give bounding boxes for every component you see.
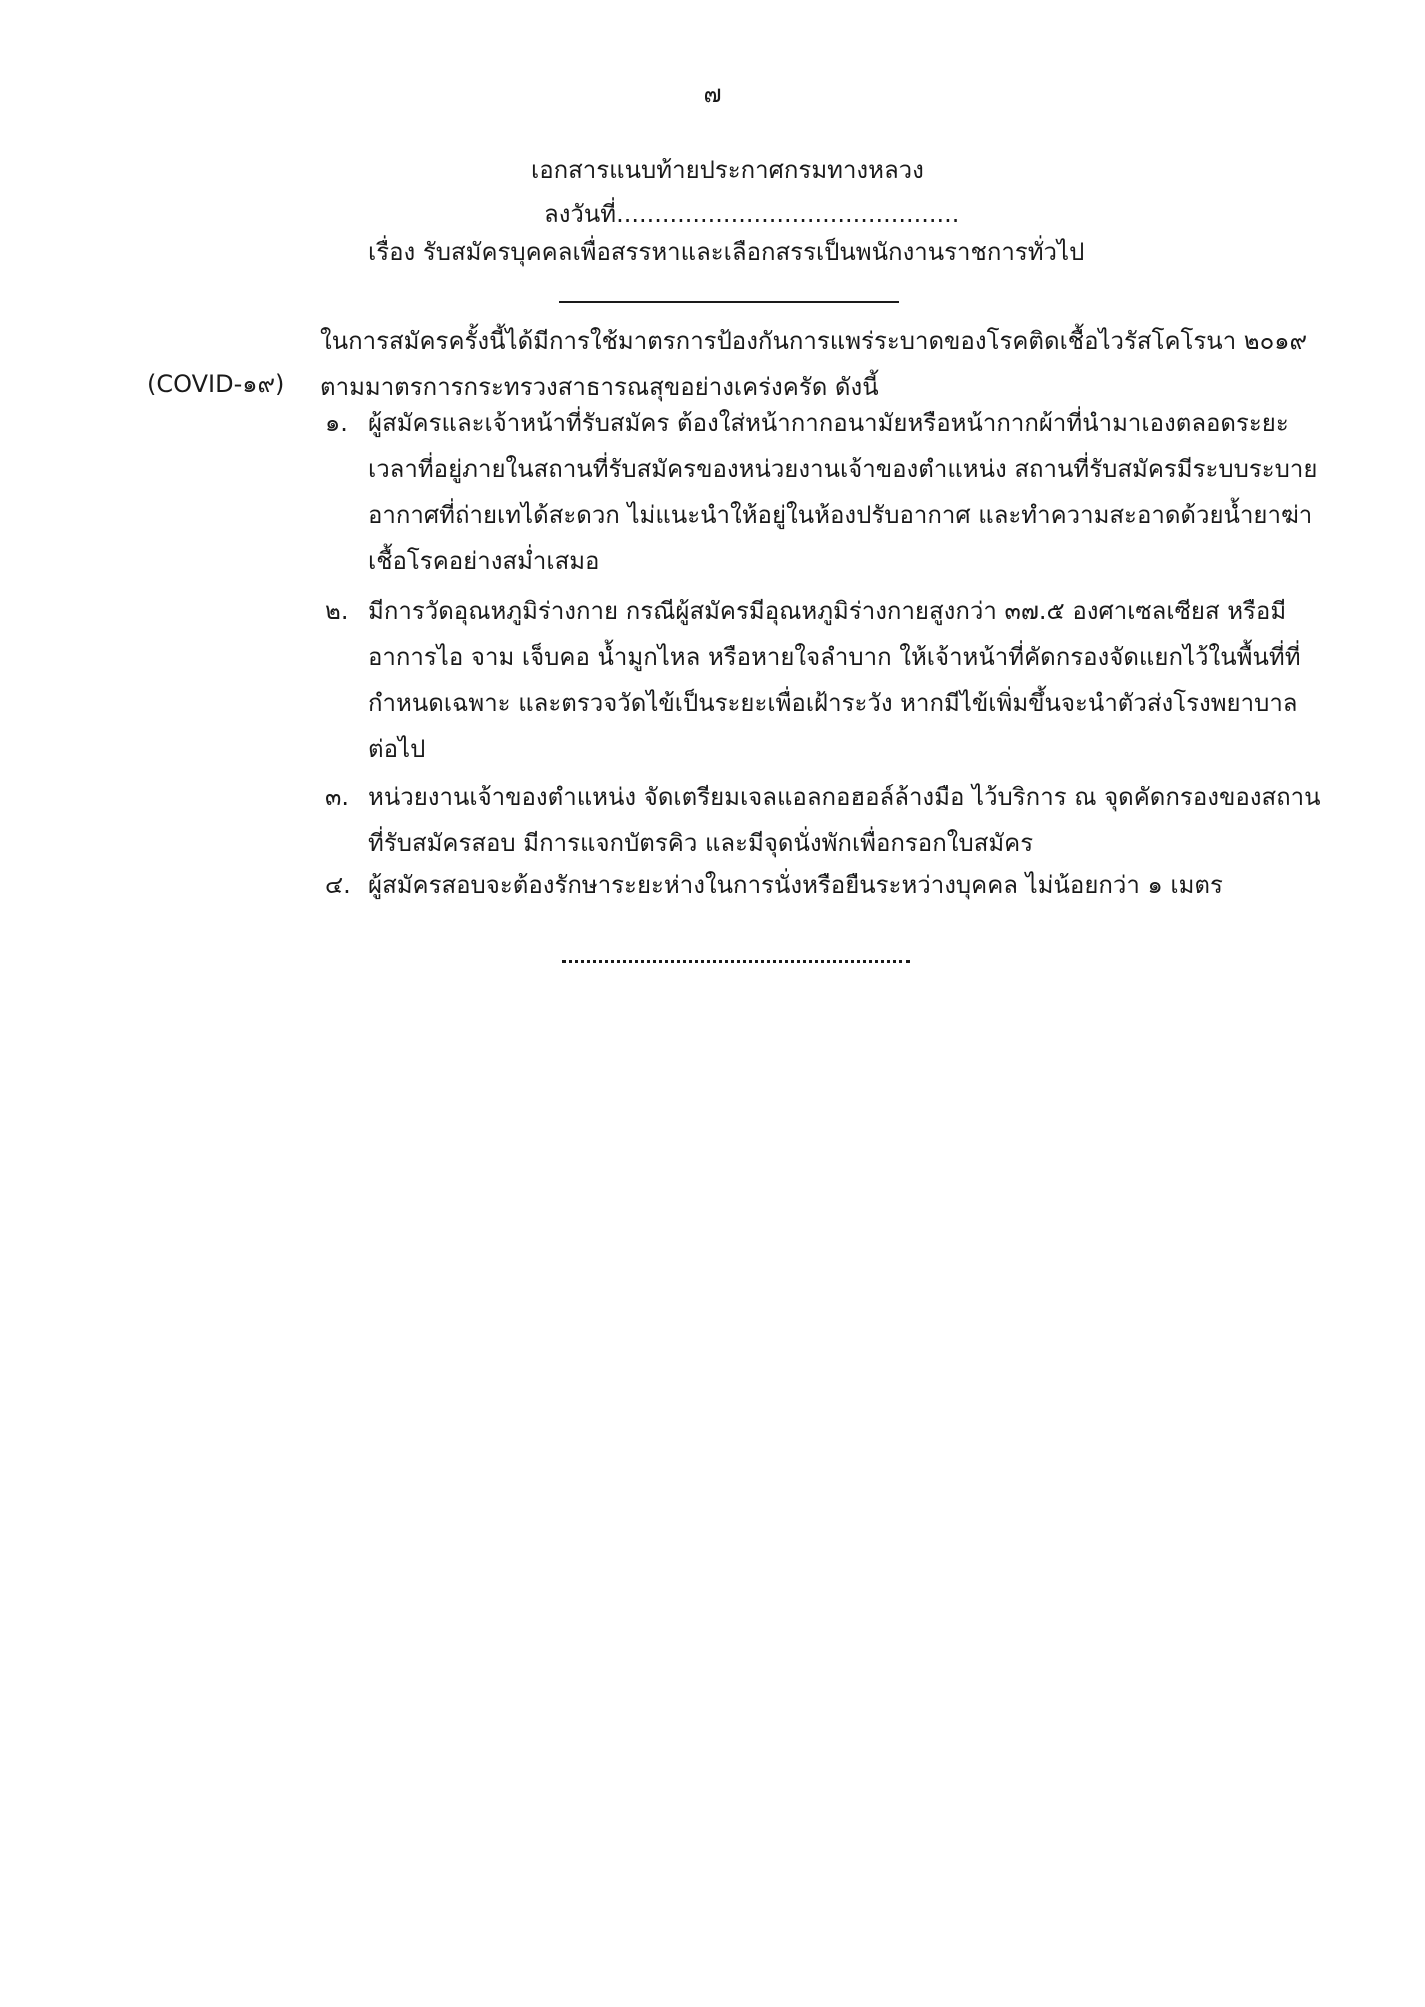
list-item-number: ๔. [325,871,351,899]
list-item-text: ผู้สมัครและเจ้าหน้าที่รับสมัคร ต้องใส่หน้ากากอนามัยหรือหน้ากากผ้าที่นำมาเองตลอดระยะเวลาที่อยู่ภายในสถานที่รับสมัครของหน่วยงานเจ้าของตำแหน่ง สถานที่รับสมัครมีระบบระบายอากาศที่ถ่ายเทได้สะดวก ไม่แนะนำให้อยู่ในห้องปรับอากาศ และทำความสะอาดด้วยน้ำยาฆ่าเชื้อโรคอย่างสม่ำเสมอ [368,409,1318,575]
intro-paragraph [320,318,1320,410]
page-number: ๗ [703,80,722,108]
document-title: เอกสารแนบท้ายประกาศกรมทางหลวง [531,156,924,184]
end-of-document-line [562,960,910,963]
intro-line-2: ตามมาตรการกระทรวงสาธารณสุขอย่างเคร่งครัด ดังนี้ [320,373,879,401]
list-item-text: หน่วยงานเจ้าของตำแหน่ง จัดเตรียมเจลแอลกอฮอล์ล้างมือ ไว้บริการ ณ จุดคัดกรองของสถานที่รับสมัครสอบ มีการแจกบัตรคิว และมีจุดนั่งพักเพื่อกรอกใบสมัคร [368,783,1321,857]
date-line: ลงวันที่............................................. [544,200,960,228]
list-item-number: ๓. [325,783,350,811]
list-item-text: มีการวัดอุณหภูมิร่างกาย กรณีผู้สมัครมีอุณหภูมิร่างกายสูงกว่า ๓๗.๕ องศาเซลเซียส หรือมีอาการไอ จาม เจ็บคอ น้ำมูกไหล หรือหายใจลำบาก ให้เจ้าหน้าที่คัดกรองจัดแยกไว้ในพื้นที่ที่กำหนดเฉพาะ และตรวจวัดไข้เป็นระยะเพื่อเฝ้าระวัง หากมีไข้เพิ่มขึ้นจะนำตัวส่งโรงพยาบาลต่อไป [368,597,1301,763]
list-item-number: ๒. [325,597,349,625]
subject-line: เรื่อง รับสมัครบุคคลเพื่อสรรหาและเลือกสรรเป็นพนักงานราชการทั่วไป [368,238,1085,266]
covid-label: (COVID-๑๙) [147,370,285,398]
list-item-text: ผู้สมัครสอบจะต้องรักษาระยะห่างในการนั่งหรือยืนระหว่างบุคคล ไม่น้อยกว่า ๑ เมตร [368,871,1223,899]
heading-divider [559,301,899,303]
intro-line-1: ในการสมัครครั้งนี้ได้มีการใช้มาตรการป้องกันการแพร่ระบาดของโรคติดเชื้อไวรัสโคโรนา ๒๐๑๙ [320,327,1308,355]
list-item-number: ๑. [325,409,348,437]
